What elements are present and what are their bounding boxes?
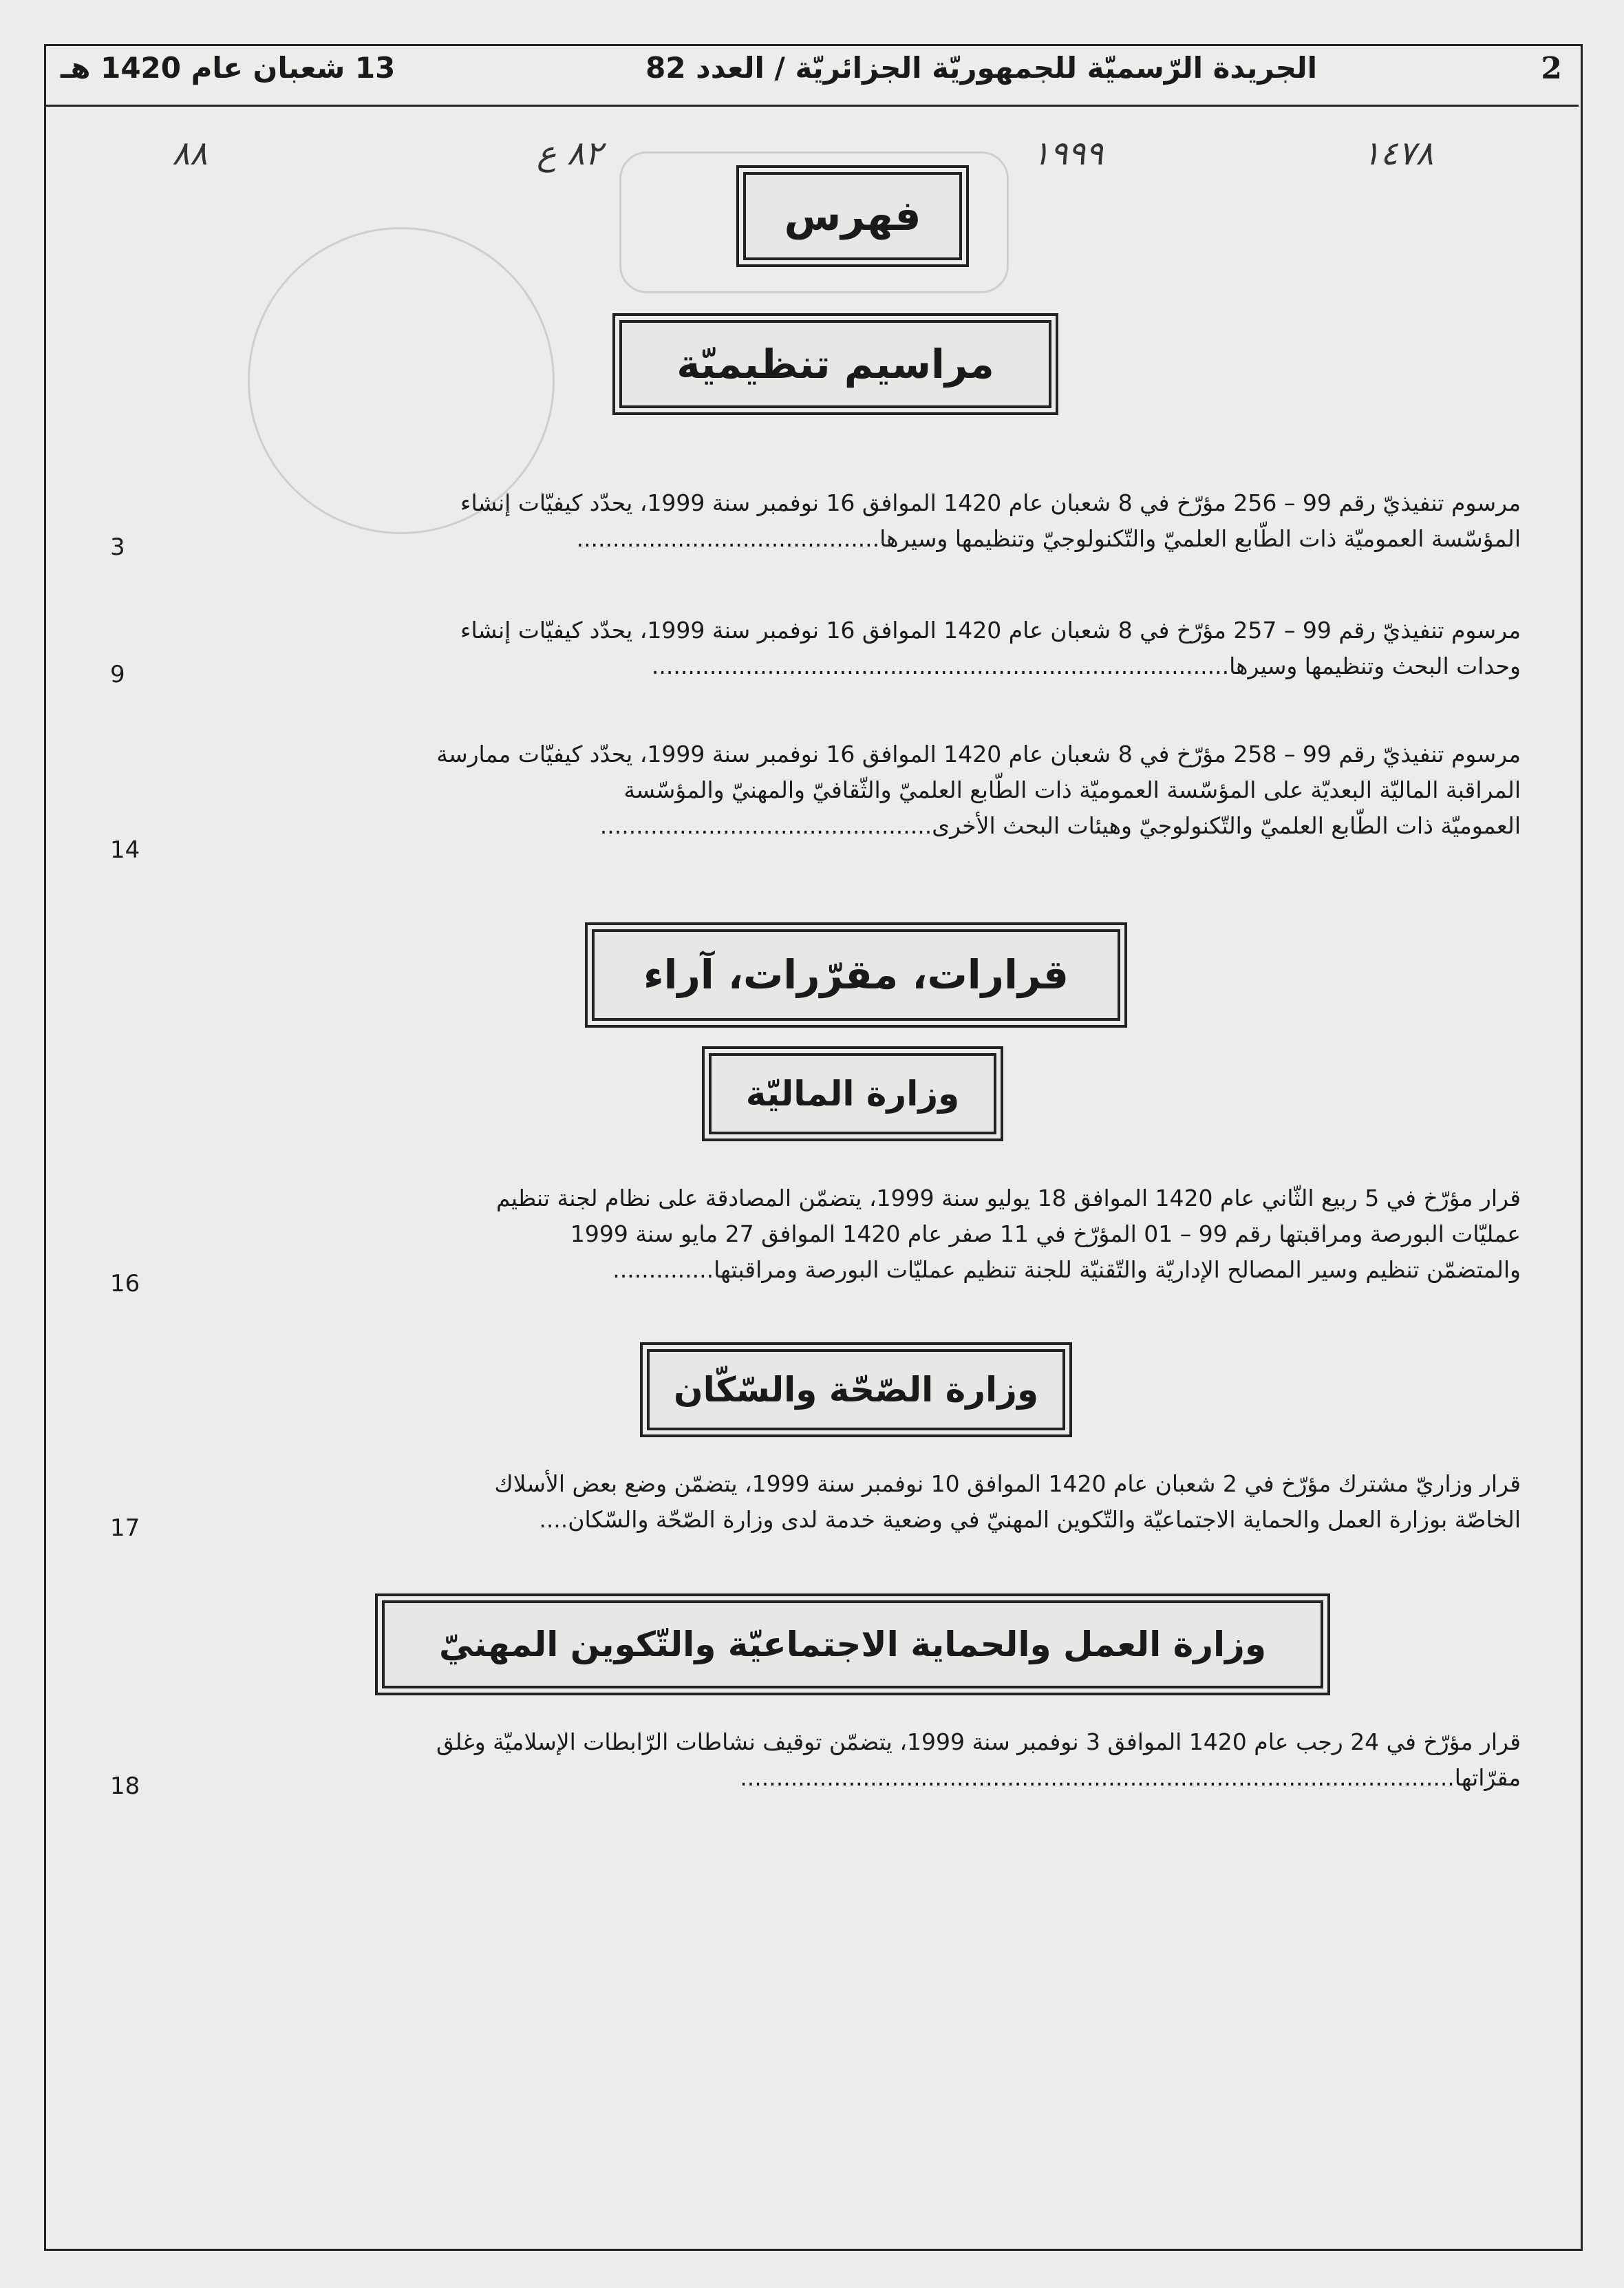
journal-title: الجريدة الرّسميّة للجمهوريّة الجزائريّة / العدد 82 <box>645 51 1317 85</box>
ministry-title-box <box>382 1600 1323 1688</box>
ministry-title-finance: وزارة الماليّة <box>745 1074 960 1114</box>
hijri-date: 13 شعبان عام 1420 هـ <box>61 51 396 85</box>
handwritten-note-issue: ٨٢ ع <box>537 134 603 173</box>
entry-page-number: 17 <box>110 1514 140 1542</box>
index-title-box <box>743 172 962 260</box>
section-title-box <box>592 929 1120 1021</box>
section-title-decisions: قرارات، مقرّرات، آراء <box>643 951 1069 998</box>
entry-line: المؤسّسة العموميّة ذات الطّابع العلميّ والتّكنولوجيّ وتنظيمها وسيرها.......................................... <box>576 525 1521 552</box>
section-title-box <box>619 320 1051 408</box>
entry-page-number: 9 <box>110 661 125 688</box>
index-entry <box>172 613 1521 684</box>
entry-line: مرسوم تنفيذيّ رقم 99 – 258 مؤرّخ في 8 شعبان عام 1420 الموافق 16 نوفمبر سنة 1999، يحدّد كيفيّات ممارسة <box>436 741 1521 767</box>
entry-line: مقرّاتها................................................................................................... <box>740 1764 1521 1791</box>
ministry-title-box <box>709 1053 996 1134</box>
entry-page-number: 16 <box>110 1270 140 1297</box>
entry-line: مرسوم تنفيذيّ رقم 99 – 256 مؤرّخ في 8 شعبان عام 1420 الموافق 16 نوفمبر سنة 1999، يحدّد كيفيّات إنشاء <box>460 489 1521 516</box>
entry-line: الخاصّة بوزارة العمل والحماية الاجتماعيّة والتّكوين المهنيّ في وضعية خدمة لدى وزارة الصّحّة والسّكان.... <box>539 1506 1521 1533</box>
entry-line: عمليّات البورصة ومراقبتها رقم 99 – 01 المؤرّخ في 11 صفر عام 1420 الموافق 27 مايو سنة 1999 <box>570 1220 1521 1247</box>
entry-line: وحدات البحث وتنظيمها وسيرها................................................................................ <box>651 653 1521 679</box>
ministry-title-health: وزارة الصّحّة والسّكّان <box>673 1370 1039 1410</box>
index-entry <box>172 1466 1521 1538</box>
index-entry <box>172 485 1521 557</box>
entry-page-number: 18 <box>110 1772 140 1800</box>
entry-line: المراقبة الماليّة البعديّة على المؤسّسة العموميّة ذات الطّابع العلميّ والثّقافيّ والمهنيّ والمؤسّسة <box>623 776 1521 803</box>
handwritten-note-right: ١٤٧٨ <box>1363 134 1434 173</box>
ministry-title-labor: وزارة العمل والحماية الاجتماعيّة والتّكوين المهنيّ <box>438 1624 1267 1664</box>
entry-line: مرسوم تنفيذيّ رقم 99 – 257 مؤرّخ في 8 شعبان عام 1420 الموافق 16 نوفمبر سنة 1999، يحدّد كيفيّات إنشاء <box>460 617 1521 644</box>
entry-line: قرار مؤرّخ في 24 رجب عام 1420 الموافق 3 نوفمبر سنة 1999، يتضمّن توقيف نشاطات الرّابطات الإسلاميّة وغلق <box>436 1728 1521 1755</box>
index-entry <box>172 1180 1521 1288</box>
ministry-title-box <box>647 1349 1065 1430</box>
handwritten-note-year: ١٩٩٩ <box>1032 134 1104 173</box>
page-number: 2 <box>1541 51 1562 86</box>
handwritten-note-left: ٨٨ <box>172 134 208 173</box>
entry-line: العموميّة ذات الطّابع العلميّ والتّكنولوجيّ وهيئات البحث الأخرى.............................................. <box>599 812 1521 839</box>
page-header <box>44 44 1579 107</box>
entry-page-number: 3 <box>110 533 125 561</box>
index-entry <box>172 737 1521 844</box>
entry-page-number: 14 <box>110 836 140 864</box>
index-entry <box>172 1724 1521 1796</box>
section-title-regulatory-decrees: مراسيم تنظيميّة <box>676 341 994 388</box>
entry-line: والمتضمّن تنظيم وسير المصالح الإداريّة والتّقنيّة للجنة تنظيم عمليّات البورصة ومراقبتها.............. <box>612 1256 1521 1283</box>
entry-line: قرار وزاريّ مشترك مؤرّخ في 2 شعبان عام 1420 الموافق 10 نوفمبر سنة 1999، يتضمّن وضع بعض الأسلاك <box>494 1470 1521 1497</box>
index-title: فهرس <box>784 192 921 240</box>
entry-line: قرار مؤرّخ في 5 ربيع الثّاني عام 1420 الموافق 18 يوليو سنة 1999، يتضمّن المصادقة على نظام لجنة تنظيم <box>495 1185 1521 1211</box>
